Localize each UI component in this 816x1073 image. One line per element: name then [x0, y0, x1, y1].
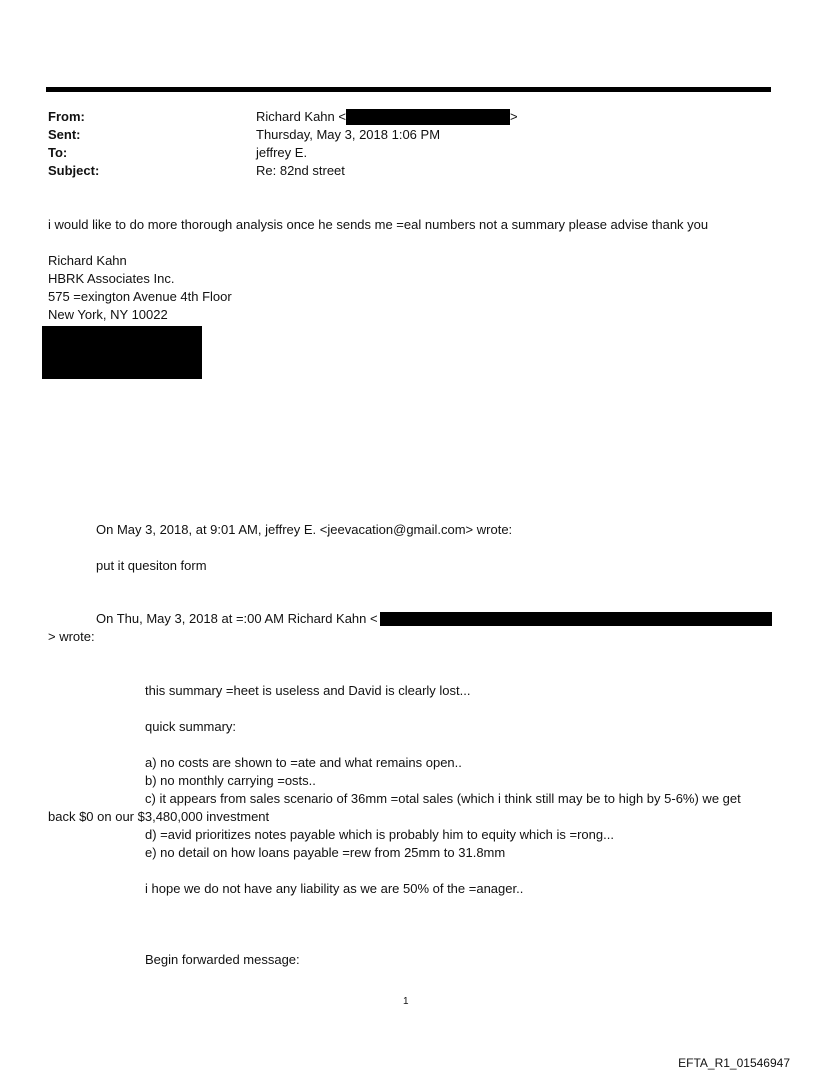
redaction-box — [42, 326, 202, 379]
list-item: d) =avid prioritizes notes payable which is probably him to equity which is =rong... — [145, 827, 614, 842]
from-close: > — [510, 109, 518, 124]
quote1-attribution: On May 3, 2018, at 9:01 AM, jeffrey E. <jeevacation@gmail.com> wrote: — [96, 522, 513, 537]
signature-address: 575 =exington Avenue 4th Floor — [48, 289, 232, 304]
list-item: c) it appears from sales scenario of 36mm =otal sales (which i think still may be to high by 5-6%) we get — [145, 791, 741, 806]
quote2-line: this summary =heet is useless and David is clearly lost... — [145, 683, 471, 698]
list-item: e) no detail on how loans payable =rew from 25mm to 31.8mm — [145, 845, 506, 860]
sent-label: Sent: — [48, 127, 81, 142]
page-number: 1 — [403, 996, 409, 1007]
from-label: From: — [48, 109, 85, 124]
quote2-line: quick summary: — [145, 719, 237, 734]
header-rule — [46, 87, 771, 92]
quote2-attribution-end: > wrote: — [48, 629, 95, 644]
to-label: To: — [48, 145, 68, 160]
quote2-closing: i hope we do not have any liability as we are 50% of the =anager.. — [145, 881, 524, 896]
forwarded-header: Begin forwarded message: — [145, 952, 300, 967]
list-item: b) no monthly carrying =osts.. — [145, 773, 316, 788]
sent-value: Thursday, May 3, 2018 1:06 PM — [256, 127, 441, 142]
from-value: Richard Kahn < — [256, 109, 346, 124]
to-value: jeffrey E. — [256, 145, 308, 160]
signature-city: New York, NY 10022 — [48, 307, 168, 322]
quote1-message: put it quesiton form — [96, 558, 207, 573]
signature-company: HBRK Associates Inc. — [48, 271, 175, 286]
quote2-attribution: On Thu, May 3, 2018 at =:00 AM Richard Kahn < — [96, 611, 378, 626]
subject-value: Re: 82nd street — [256, 163, 345, 178]
message-body: i would like to do more thorough analysis once he sends me =eal numbers not a summary please advise thank you — [48, 217, 709, 232]
list-item: a) no costs are shown to =ate and what remains open.. — [145, 755, 462, 770]
signature-name: Richard Kahn — [48, 253, 127, 268]
redaction-box — [346, 109, 510, 125]
bates-number: EFTA_R1_01546947 — [678, 1056, 790, 1070]
redaction-box — [380, 612, 772, 626]
subject-label: Subject: — [48, 163, 100, 178]
list-item-continued: back $0 on our $3,480,000 investment — [48, 809, 270, 824]
